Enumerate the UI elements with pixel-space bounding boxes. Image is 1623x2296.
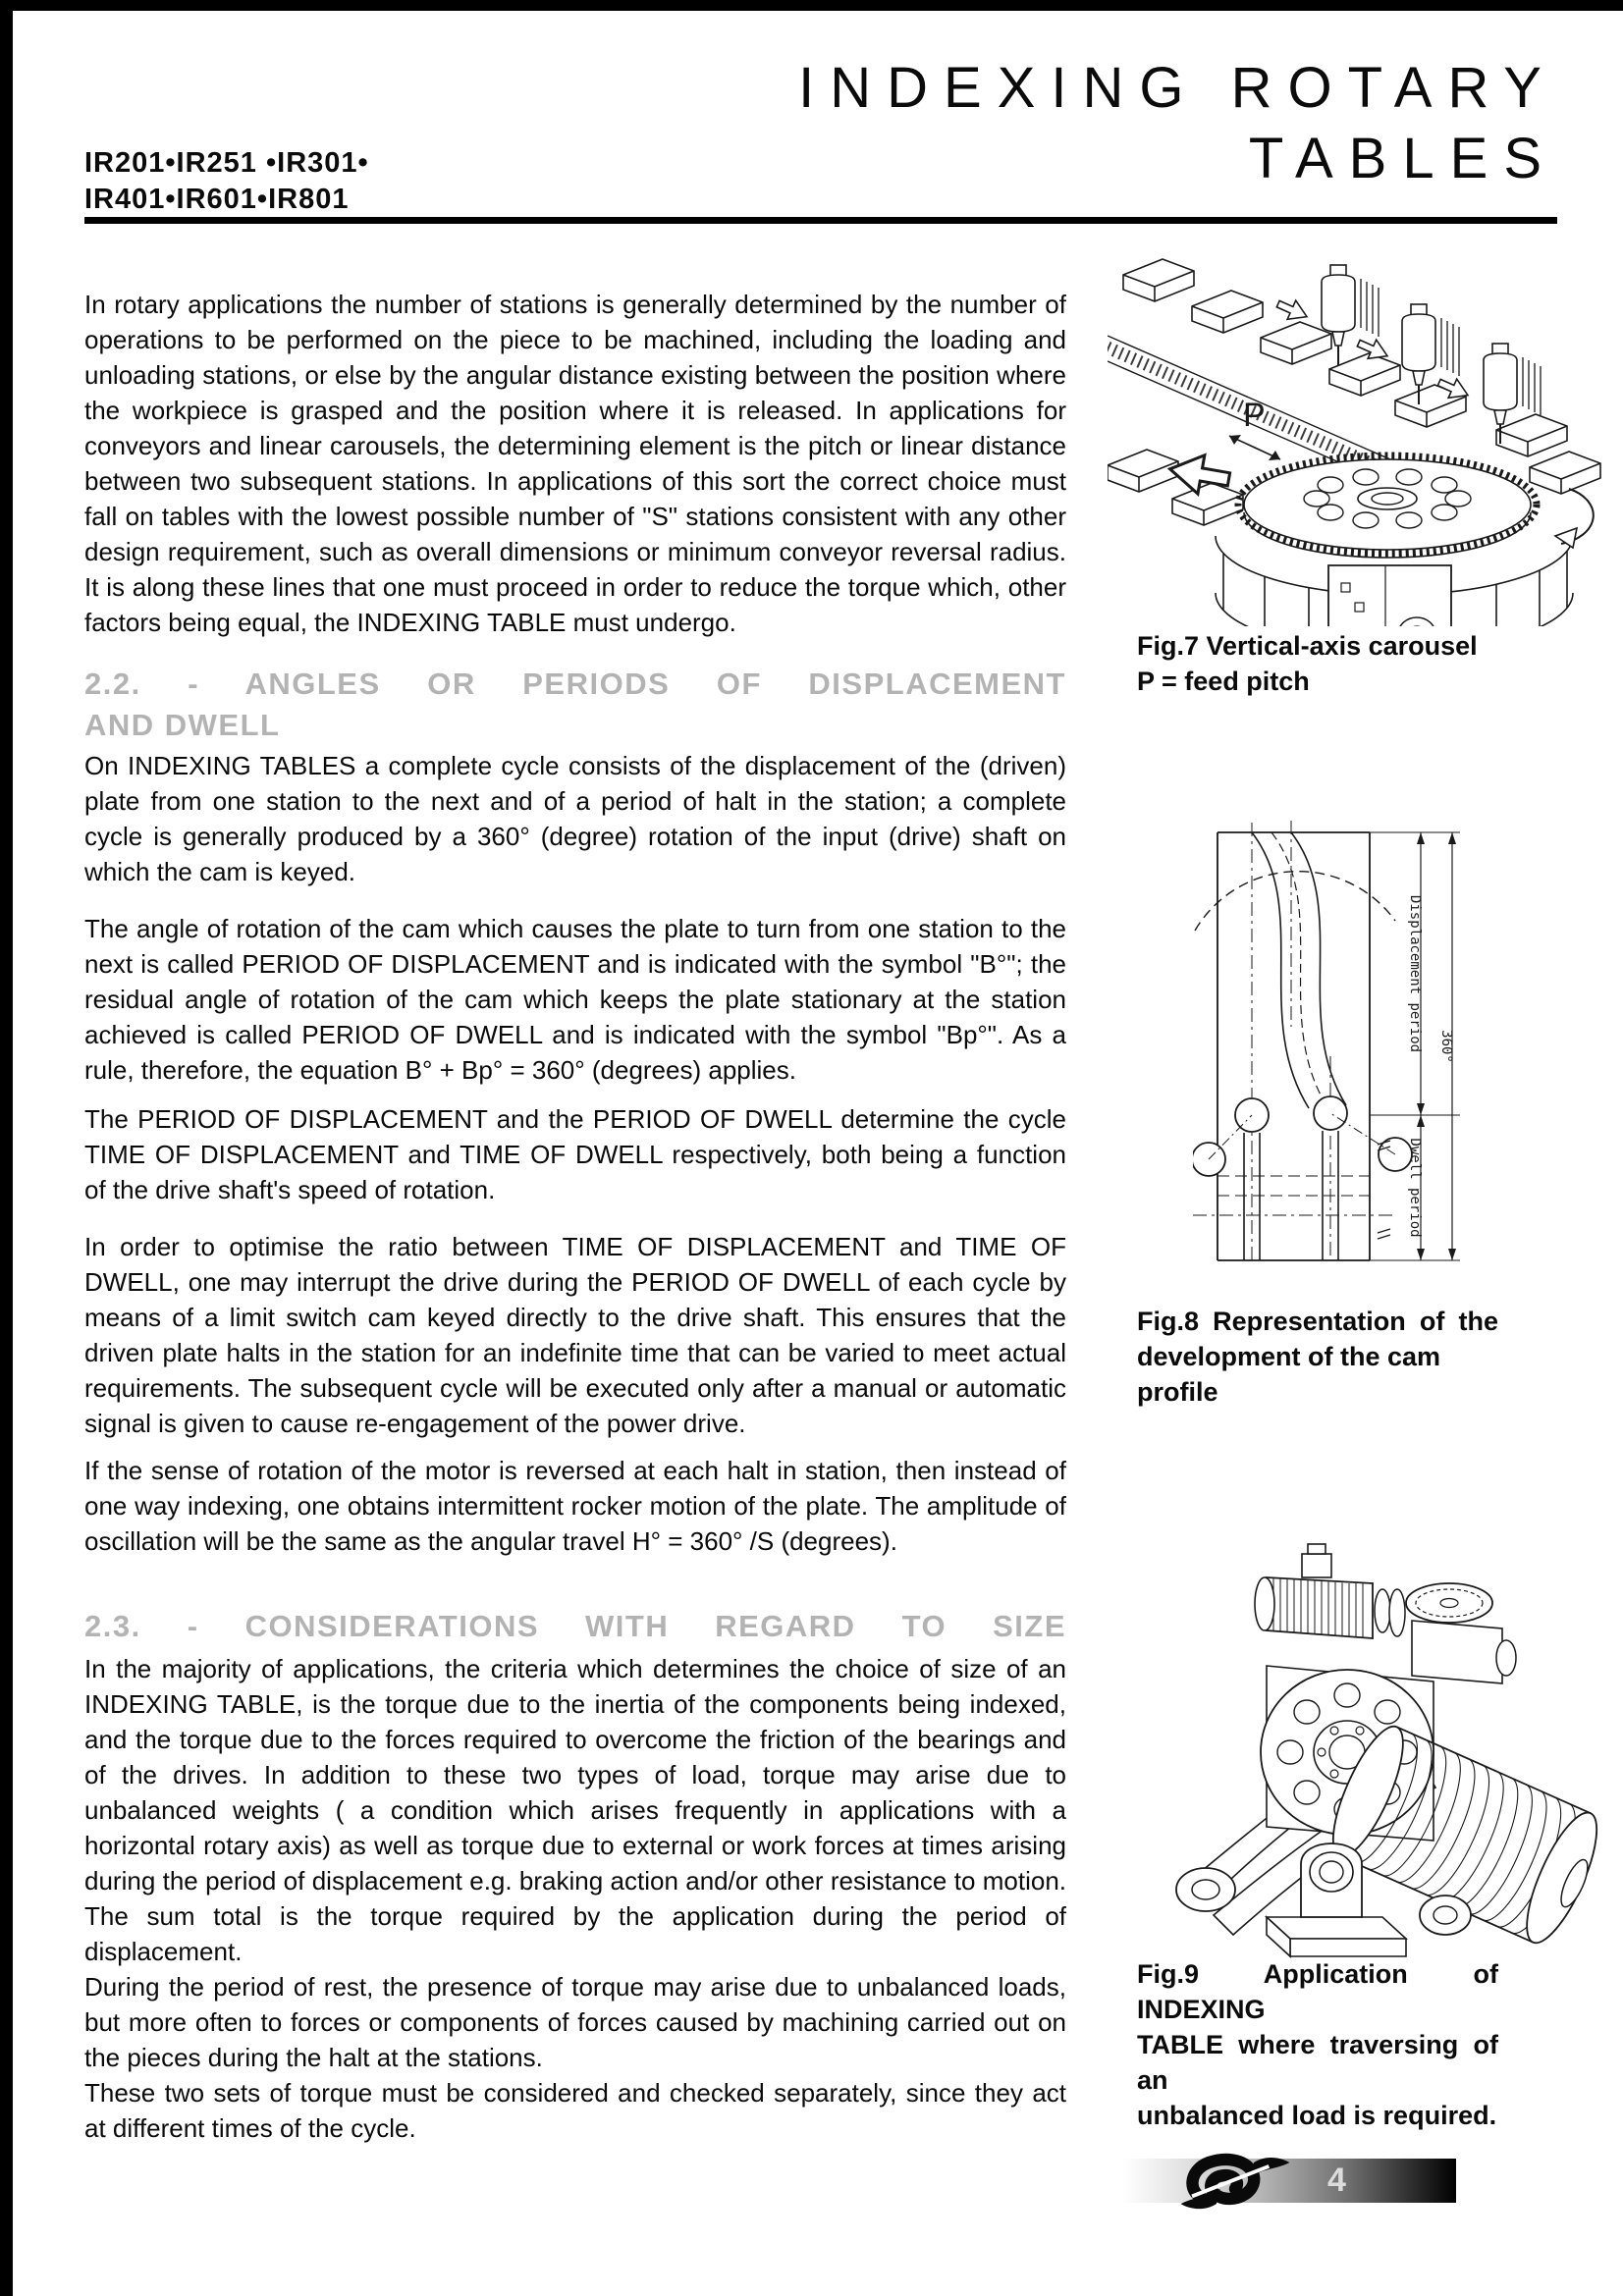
- header-rule: [84, 217, 1557, 224]
- paragraph-cycle-definition: On INDEXING TABLES a complete cycle consists of the displacement of the (driven) plate from one station to the next and of a period of halt in the station; a complete cycle is generally produced by a 360° (degree) rotation of the input (drive) shaft on which the cam is keyed.: [84, 751, 1066, 886]
- scan-edge-top: [0, 0, 1623, 11]
- fig7-caption-line2: P = feed pitch: [1137, 667, 1310, 696]
- section-2-2-heading-line2: AND DWELL: [84, 708, 281, 742]
- scan-edge-left: [0, 0, 13, 2296]
- paragraph-time-displacement: The PERIOD OF DISPLACEMENT and the PERIOD OF DWELL determine the cycle TIME OF DISPLACEMENT and TIME OF DWELL respectively, both being a function of the drive shaft's speed of rotation.: [84, 1104, 1066, 1204]
- model-numbers-line2: IR401•IR601•IR801: [84, 184, 350, 215]
- fig7-caption: [1137, 628, 1520, 699]
- fig8-360-label: 360°: [1438, 1030, 1454, 1063]
- paragraph-period-of-rest: During the period of rest, the presence of torque may arise due to unbalanced loads, but more often to forces or components of forces caused by machining carried out on the pieces during the halt at the stations.: [84, 1972, 1066, 2072]
- fig9-illustration: [1119, 1534, 1610, 1958]
- paragraph-rocker-motion: If the sense of rotation of the motor is reversed at each halt in station, then instead of one way indexing, one obtains intermittent rocker motion of the plate. The amplitude of oscillation will be the same as the angular travel H° = 360° /S (degrees).: [84, 1456, 1066, 1556]
- paragraph-period-displacement: The angle of rotation of the cam which causes the plate to turn from one station to the next is called PERIOD OF DISPLACEMENT and is indicated with the symbol "B°"; the residual angle of rotation of the cam which keeps the plate stationary at the station achieved is called PERIOD OF DWELL and is indicated with the symbol "Bp°". As a rule, therefore, the equation B° + Bp° = 360° (degrees) applies.: [84, 914, 1066, 1085]
- page-title-line2: TABLES: [1248, 127, 1557, 190]
- fig9-caption: [1137, 1956, 1498, 2133]
- fig8-cam-profile-drawing: [1193, 821, 1488, 1279]
- fig8-displacement-label: Displacement period: [1407, 894, 1423, 1053]
- section-2-3-body: [84, 1651, 1066, 2146]
- fig7-caption-line1: Fig.7 Vertical-axis carousel: [1137, 631, 1478, 661]
- section-2-3-heading: 2.3. - CONSIDERATIONS WITH REGARD TO SIZE: [84, 1609, 1066, 1643]
- section-2-2-heading: [84, 664, 1066, 746]
- brand-logo-icon: [1176, 2142, 1294, 2231]
- fig9-machine-drawing: [1119, 1534, 1610, 1958]
- paragraph-optimise-ratio: In order to optimise the ratio between TIME OF DISPLACEMENT and TIME OF DWELL, one may interrupt the drive during the PERIOD OF DWELL of each cycle by means of a limit switch cam keyed directly to the drive shaft. This ensures that the driven plate halts in the station for an indefinite time that can be varied to meet actual requirements. The subsequent cycle will be executed only after a manual or automatic signal is given to cause re-engagement of the power drive.: [84, 1232, 1066, 1438]
- fig7-pitch-label: P: [1243, 397, 1266, 434]
- page-title-line1: INDEXING ROTARY: [798, 56, 1557, 120]
- fig9-caption-line2: TABLE where traversing of an: [1137, 2030, 1498, 2095]
- fig7-carousel-drawing: [1108, 241, 1603, 626]
- paragraph-two-torques: These two sets of torque must be considered and checked separately, since they act at different times of the cycle.: [84, 2078, 1066, 2143]
- paragraph-size-criteria: In the majority of applications, the criteria which determines the choice of size of an INDEXING TABLE, is the torque due to the inertia of the components being indexed, and the torque due to the forces required to overcome the friction of the bearings and of the drives. In addition to these two types of load, torque may arise due to unbalanced weights ( a condition which arises frequently in applications with a horizontal rotary axis) as well as torque due to external or work forces at times arising during the period of displacement e.g. braking action and/or other resistance to motion. The sum total is the torque required by the application during the period of displacement.: [84, 1654, 1066, 1966]
- fig8-caption-line1: Fig.8 Representation of the: [1137, 1307, 1498, 1336]
- fig8-caption: [1137, 1304, 1498, 1410]
- fig7-illustration: [1108, 241, 1603, 626]
- section-2-2-heading-line1: 2.2. - ANGLES OR PERIODS OF DISPLACEMENT: [84, 667, 1066, 701]
- intro-paragraph: In rotary applications the number of stations is generally determined by the number of operations to be performed on the piece to be machined, including the loading and unloading stations, or else by the angular distance existing between the position where the workpiece is grasped and the position where it is released. In applications for conveyors and linear carousels, the determining element is the pitch or linear distance between two subsequent stations. In applications of this sort the correct choice must fall on tables with the lowest possible number of "S" stations consistent with any other design requirement, such as overall dimensions or minimum conveyor reversal radius. It is along these lines that one must proceed in order to reduce the torque which, other factors being equal, the INDEXING TABLE must undergo.: [84, 290, 1066, 637]
- page-number: 4: [1327, 2162, 1346, 2199]
- fig9-caption-line3: unbalanced load is required.: [1137, 2101, 1497, 2130]
- model-numbers-line1: IR201•IR251 •IR301•: [84, 147, 369, 179]
- fig8-dwell-label: Dwell period: [1407, 1138, 1423, 1238]
- fig9-caption-line1: Fig.9 Application of INDEXING: [1137, 1959, 1498, 2024]
- fig8-caption-line2: development of the cam profile: [1137, 1342, 1441, 1407]
- fig8-illustration: [1193, 821, 1488, 1279]
